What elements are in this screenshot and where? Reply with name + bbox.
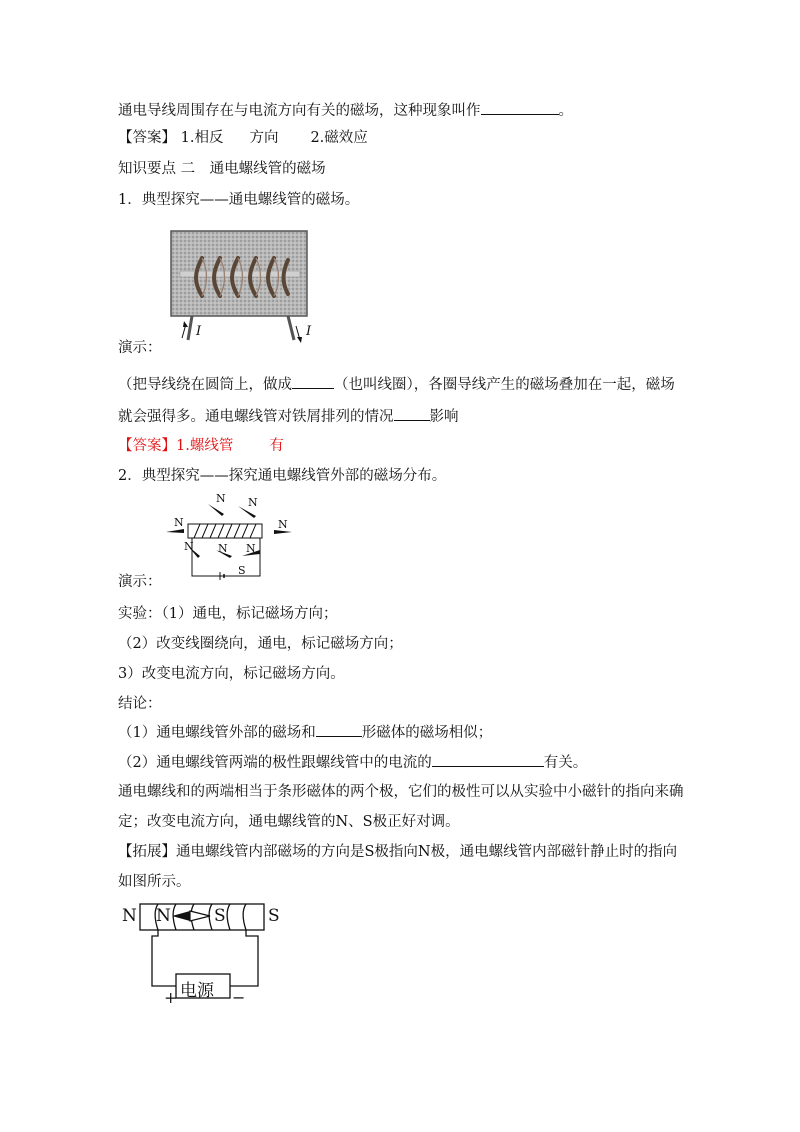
conclusion-1: （1）通电螺线管外部的磁场和 形磁体的磁场相似； [118, 722, 492, 743]
figure-solenoid-inner-needle [118, 900, 298, 1010]
item-1-heading: 1．典型探究——通电螺线管的磁场。 [118, 192, 360, 208]
needle-label-n: N [248, 496, 258, 509]
answer-line-2: 【答案】1.螺线管 有 [118, 438, 284, 454]
section-title: 知识要点 二 通电螺线管的磁场 [118, 161, 326, 177]
needle-s-pole: S [214, 906, 226, 926]
figure-solenoid-iron-filings [168, 228, 318, 348]
answer-blank [432, 752, 544, 767]
extension-bracket: 【拓展】 [118, 844, 176, 860]
power-source-label: 电源 [180, 981, 214, 1001]
needle-label-n: N [184, 540, 194, 553]
answer-blank [394, 406, 430, 421]
paragraph-poles-line-2: 定；改变电流方向，通电螺线管的N、S极正好对调。 [118, 814, 460, 830]
extension-line-1: 【拓展】通电螺线管内部磁场的方向是S极指向N极，通电螺线管内部磁针静止时的指向 [118, 844, 678, 860]
paragraph-iron-filings: 就会强得多。通电螺线管对铁屑排列的情况 影响 [118, 406, 459, 427]
paragraph-poles-line-1: 通电螺线和的两端相当于条形磁体的两个极，它们的极性可以从实验中小磁针的指向来确 [118, 784, 684, 800]
solenoid-left-pole: N [122, 906, 137, 926]
experiment-step-3: 3）改变电流方向，标记磁场方向。 [118, 666, 345, 682]
current-label-right: I [306, 324, 312, 339]
answer-blank [481, 100, 559, 115]
figure-solenoid-compass-needles [164, 494, 300, 584]
answer-blank [316, 722, 362, 737]
needle-label-n: N [216, 492, 226, 505]
negative-terminal: − [232, 988, 246, 1007]
switch-label-s: S [238, 564, 246, 577]
solenoid-right-pole: S [268, 906, 280, 926]
needle-n-pole: N [156, 906, 171, 926]
answer-blank [292, 374, 334, 389]
current-label-left: I [196, 324, 202, 339]
needle-label-n: N [174, 516, 184, 529]
demo-label-1: 演示： [118, 340, 162, 356]
demo-label-2: 演示： [118, 574, 162, 590]
answer-line-1: 【答案】 1.相反 方向 2.磁效应 [118, 130, 368, 146]
conclusion-label: 结论： [118, 696, 162, 712]
paragraph-solenoid-definition: （把导线绕在圆筒上，做成 （也叫线圈），各圈导线产生的磁场叠加在一起，磁场 [118, 374, 675, 395]
answer-bracket: 【答案】 [118, 130, 176, 146]
positive-terminal: + [164, 988, 178, 1007]
extension-line-2: 如图所示。 [118, 874, 191, 890]
item-2-heading: 2．典型探究——探究通电螺线管外部的磁场分布。 [118, 468, 447, 484]
needle-label-n: N [278, 518, 288, 531]
paragraph-magnetic-effect: 通电导线周围存在与电流方向有关的磁场，这种现象叫作 。 [118, 100, 573, 121]
needle-label-n: N [218, 542, 228, 555]
experiment-step-1: 实验：（1）通电，标记磁场方向； [118, 606, 338, 622]
answer-bracket: 【答案】 [118, 438, 176, 454]
needle-label-n: N [246, 542, 256, 555]
experiment-step-2: （2）改变线圈绕向，通电，标记磁场方向； [118, 636, 403, 652]
conclusion-2: （2）通电螺线管两端的极性跟螺线管中的电流的 有关。 [118, 752, 587, 773]
